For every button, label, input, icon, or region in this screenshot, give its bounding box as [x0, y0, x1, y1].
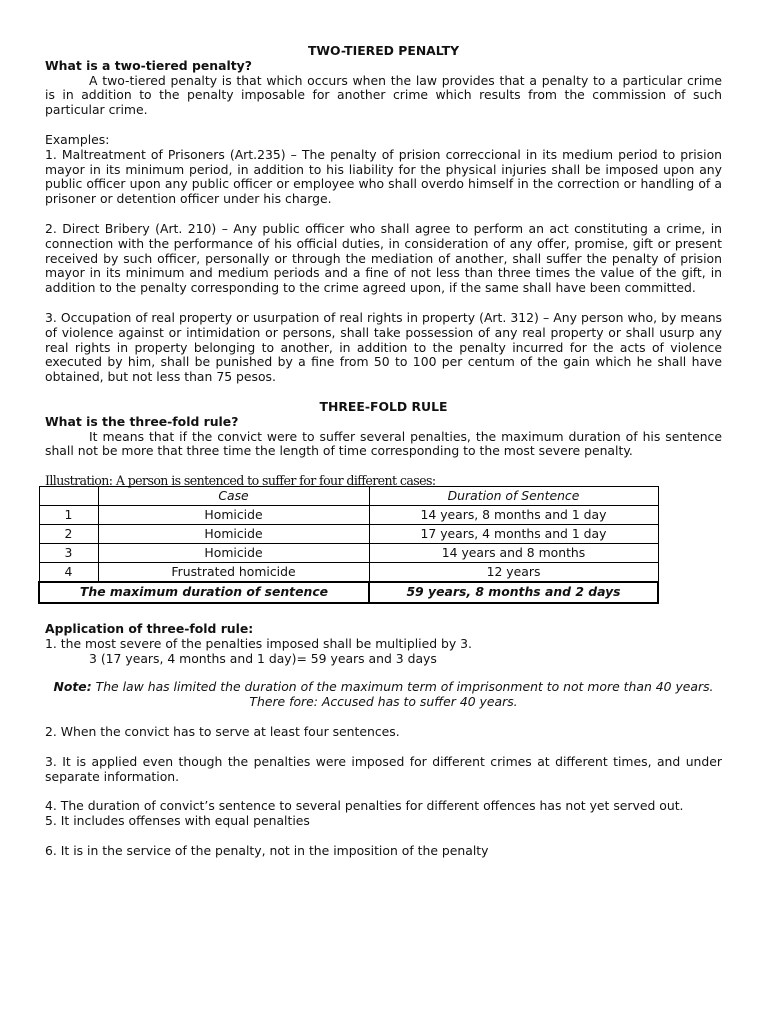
- table-total-row: [39, 582, 658, 603]
- question-three-fold: What is the three-fold rule?: [45, 413, 239, 429]
- table-total-value: 59 years, 8 months and 2 days: [369, 582, 658, 603]
- table-cell: Homicide: [98, 525, 369, 544]
- document-body: [45, 44, 722, 489]
- question-two-tiered: What is a two-tiered penalty?: [45, 57, 252, 73]
- table-total-label: The maximum duration of sentence: [39, 582, 369, 603]
- table-cell: Homicide: [98, 506, 369, 525]
- application-item: 6. It is in the service of the penalty, not in the imposition of the penalty: [45, 842, 489, 858]
- table-row: [39, 544, 658, 563]
- table-row: [39, 563, 658, 583]
- application-item: 4. The duration of convict’s sentence to several penalties for different offences has not yet served out.: [45, 798, 684, 814]
- application-item: 1. the most severe of the penalties imposed shall be multiplied by 3.: [45, 635, 472, 651]
- table-cell: 3: [39, 544, 98, 563]
- note-text: The law has limited the duration of the maximum term of imprisonment to not more than 40 years.: [95, 679, 714, 695]
- application-item: 3. It is applied even though the penalties were imposed for different crimes at different times, and under separate information.: [45, 753, 722, 784]
- table-cell: Frustrated homicide: [98, 563, 369, 583]
- example-item: 1. Maltreatment of Prisoners (Art.235) – The penalty of prision correccional in its medium period to prision mayor in its minimum period, in addition to his liability for the physical injuries shall be imposed upon any public officer upon any public officer or employee who shall overdo himself in the correction or handling of a prisoner or detention officer under his charge.: [45, 146, 722, 207]
- table-cell: 17 years, 4 months and 1 day: [369, 525, 658, 544]
- table-cell: 12 years: [369, 563, 658, 583]
- table-row: [39, 525, 658, 544]
- example-item: 2. Direct Bribery (Art. 210) – Any public officer who shall agree to perform an act constituting a crime, in connection with the performance of his official duties, in consideration of any offer, promise, gift or present received by such officer, personally or through the mediation of another, shall suffer the penalty of prision mayor in its minimum and medium periods and a fine of not less than three times the value of the gift, in addition to the penalty corresponding to the crime agreed upon, if the same shall have been committed.: [45, 220, 722, 296]
- section-title-two-tiered: TWO-TIERED PENALTY: [307, 43, 460, 58]
- examples-label: Examples:: [45, 131, 110, 147]
- application-item: 2. When the convict has to serve at least four sentences.: [45, 723, 400, 739]
- table-cell: 14 years and 8 months: [369, 544, 658, 563]
- section-title-three-fold: THREE-FOLD RULE: [319, 398, 448, 414]
- table-header-cell: Case: [98, 487, 369, 506]
- application-item: 5. It includes offenses with equal penalties: [45, 813, 310, 829]
- table-row: [39, 506, 658, 525]
- note-label: Note:: [53, 679, 92, 695]
- table-cell: 4: [39, 563, 98, 583]
- example-item: 3. Occupation of real property or usurpation of real rights in property (Art. 312) – Any person who, by means of violence against or intimidation or persons, shall take possession of any real property or shall usurp any real rights in property belonging to another, in addition to the penalty incurred for the acts of violence executed by him, shall be punished by a fine from 50 to 100 per centum of the gain which he shall have obtained, but not less than 75 pesos.: [45, 309, 722, 385]
- application-calculation: 3 (17 years, 4 months and 1 day)= 59 years and 3 days: [89, 650, 437, 666]
- definition-three-fold: It means that if the convict were to suffer several penalties, the maximum duration of his sentence shall not be more that three time the length of time corresponding to the most severe penalty.: [45, 428, 722, 459]
- application-title: Application of three-fold rule:: [45, 621, 254, 636]
- table-header-cell: [39, 487, 98, 506]
- table-cell: Homicide: [98, 544, 369, 563]
- table-cell: 14 years, 8 months and 1 day: [369, 506, 658, 525]
- note-line: [45, 680, 722, 695]
- application-section: [45, 622, 722, 859]
- definition-two-tiered: A two-tiered penalty is that which occurs when the law provides that a penalty to a particular crime is in addition to the penalty imposable for another crime which results from the commission of such particular crime.: [45, 72, 722, 118]
- table-header-row: [39, 487, 658, 506]
- table-cell: 2: [39, 525, 98, 544]
- table-cell: 1: [39, 506, 98, 525]
- sentence-table: [38, 486, 659, 604]
- illustration-caption: Illustration: A person is sentenced to suffer for four different cases:: [45, 473, 436, 489]
- note-line-2: There fore: Accused has to suffer 40 years.: [249, 694, 518, 710]
- table-header-cell: Duration of Sentence: [369, 487, 658, 506]
